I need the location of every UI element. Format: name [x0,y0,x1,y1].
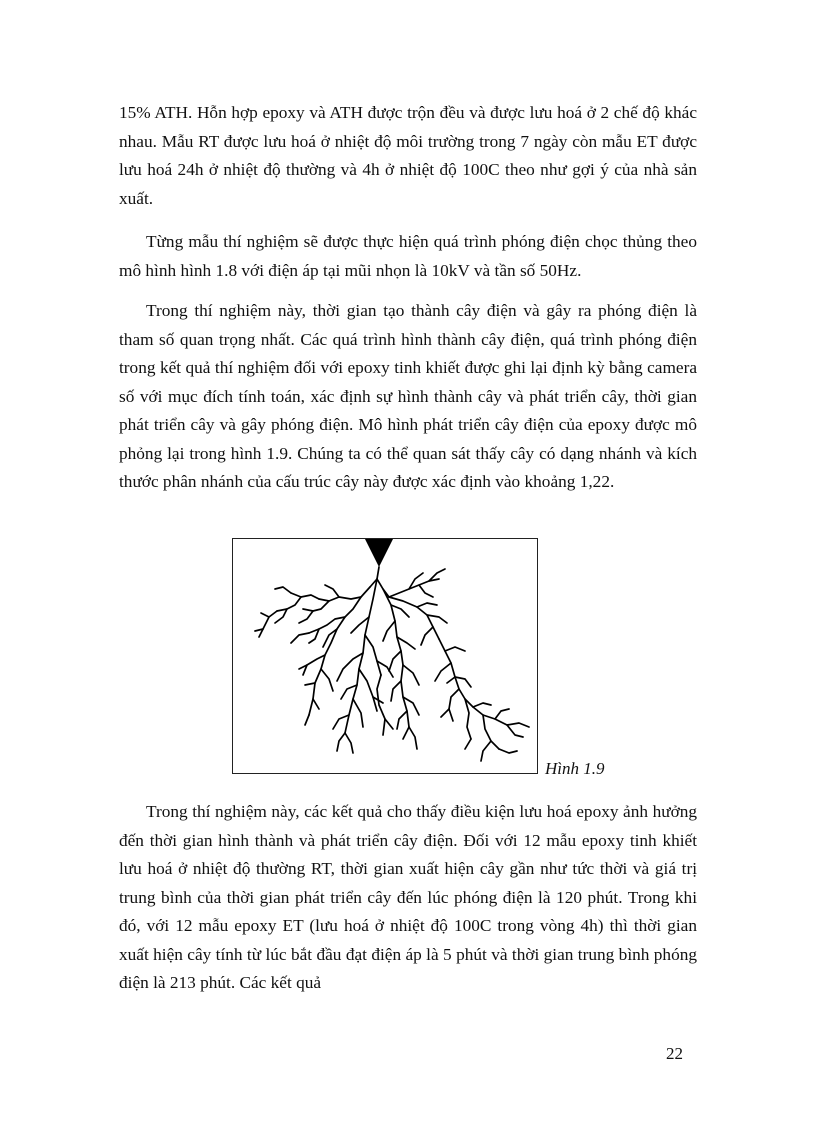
electrical-tree-drawing [233,539,537,773]
electrical-tree-figure [232,538,538,774]
paragraph-test-setup: Từng mẫu thí nghiệm sẽ được thực hiện quá trình phóng điện chọc thủng theo mô hình hình 1.8 với điện áp tại mũi nhọn là 10kV và tần số 50Hz. [119,232,697,280]
electrical-tree-branches [255,567,529,761]
paragraph-results: Trong thí nghiệm này, các kết quả cho thấy điều kiện lưu hoá epoxy ảnh hưởng đến thời gian hình thành và phát triển cây điện. Đối với 12 mẫu epoxy tinh khiết lưu hoá ở nhiệt độ thường RT, thời gian xuất hiện cây gần như tức thời và giá trị trung bình của thời gian phát triển cây đến lúc phóng điện là 120 phút. Trong khi đó, với 12 mẫu epoxy ET (lưu hoá ở nhiệt độ 100C trong vòng 4h) thì thời gian xuất hiện cây tính từ lúc bắt đầu đạt điện áp là 5 phút và thời gian trung bình phóng điện là 213 phút. Các kết quả [119,802,697,992]
paragraph-continuation: 15% ATH. Hỗn hợp epoxy và ATH được trộn đều và được lưu hoá ở 2 chế độ khác nhau. Mẫu RT được lưu hoá ở nhiệt độ môi trường trong 7 ngày còn mẫu ET được lưu hoá 24h ở nhiệt độ thường và 4h ở nhiệt độ 100C theo như gợi ý của nhà sản xuất. [119,103,697,208]
page-number: 22 [666,1044,683,1063]
needle-electrode [365,539,393,567]
figure-caption: Hình 1.9 [545,759,605,778]
paragraph-tree-formation: Trong thí nghiệm này, thời gian tạo thành cây điện và gây ra phóng điện là tham số quan trọng nhất. Các quá trình hình thành cây điện, quá trình phóng điện trong kết quả thí nghiệm đối với epoxy tinh khiết được ghi lại định kỳ bằng camera số với mục đích tính toán, xác định sự hình thành cây và phát triển cây, thời gian phát triển cây và gây phóng điện. Mô hình phát triển cây điện của epoxy được mô phỏng lại trong hình 1.9. Chúng ta có thể quan sát thấy cây có dạng nhánh và kích thước phân nhánh của cấu trúc cây này được xác định vào khoảng 1,22. [119,301,697,491]
